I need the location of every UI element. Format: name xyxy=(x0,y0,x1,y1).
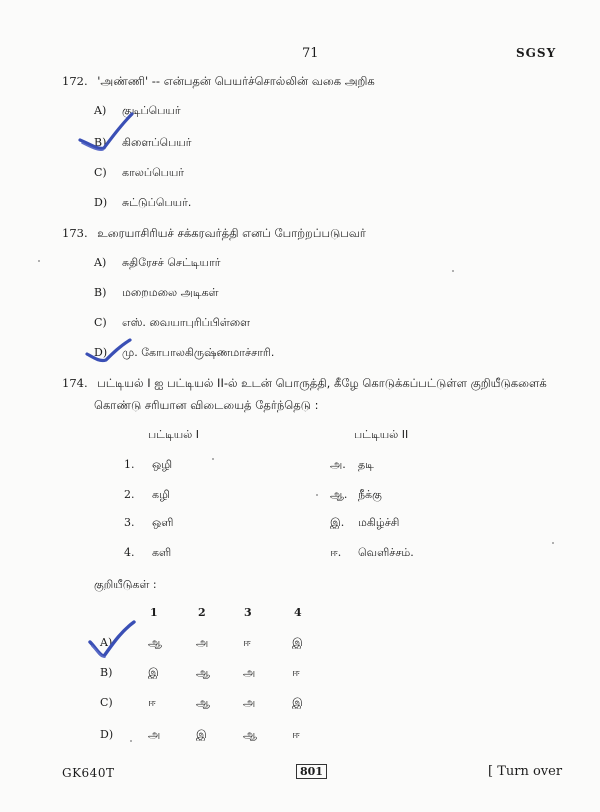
question-text-line2: கொண்டு சரியான விடையைத் தேர்ந்தெடு : xyxy=(94,398,319,412)
option-letter: B) xyxy=(94,136,107,149)
code-cell: இ xyxy=(292,636,303,649)
option-b[interactable] xyxy=(94,286,219,301)
turn-over-note: [ Turn over xyxy=(488,764,563,779)
code-cell: அ xyxy=(243,666,256,679)
code-cell: ஈ xyxy=(292,666,300,679)
list1-text: கழி xyxy=(152,488,170,501)
code-cell: இ xyxy=(292,696,303,709)
option-text: குடிப்பெயர் xyxy=(122,104,181,117)
scan-speck xyxy=(38,260,40,262)
option-d[interactable] xyxy=(94,346,274,361)
list1-header xyxy=(148,428,199,443)
option-letter: B) xyxy=(94,286,107,299)
scan-speck xyxy=(130,740,132,742)
code-row-b[interactable] xyxy=(0,666,600,680)
code-cell: அ xyxy=(148,728,161,741)
code-cell: ஈ xyxy=(243,636,251,649)
list2-letter: அ. xyxy=(330,458,346,471)
list2-item xyxy=(330,546,414,561)
option-letter: D) xyxy=(94,196,108,209)
code-row-a[interactable] xyxy=(0,636,600,650)
code-row-letter: C) xyxy=(100,696,113,709)
code-cell: அ xyxy=(243,696,256,709)
series-code: SGSY xyxy=(516,46,557,60)
option-d[interactable] xyxy=(94,196,191,211)
code-row-letter: B) xyxy=(100,666,113,679)
list1-item xyxy=(124,516,173,531)
option-a[interactable] xyxy=(94,104,181,119)
scan-speck xyxy=(552,542,554,544)
list2-text: மகிழ்ச்சி xyxy=(358,516,400,529)
option-letter: D) xyxy=(94,346,108,359)
code-cell: ஆ xyxy=(243,728,257,741)
list2-item xyxy=(330,516,399,531)
list2-letter: ஈ. xyxy=(330,546,342,559)
list1-number: 1. xyxy=(124,458,135,471)
code-row-d[interactable] xyxy=(0,728,600,742)
code-column-4: 4 xyxy=(294,606,302,619)
list2-header xyxy=(354,428,408,443)
question-number: 174. xyxy=(62,376,88,390)
question-text: 'அண்ணி' -- என்பதன் பெயர்ச்சொல்லின் வகை அறிக xyxy=(97,74,375,88)
list2-text: நீக்கு xyxy=(358,488,382,501)
option-c[interactable] xyxy=(94,316,250,331)
list1-text: களி xyxy=(152,546,172,559)
option-letter: A) xyxy=(94,256,107,269)
list2-text: வெளிச்சம். xyxy=(358,546,414,559)
list1-number: 2. xyxy=(124,488,135,501)
page-number: 71 xyxy=(302,46,319,61)
option-text: மறைமலை அடிகள் xyxy=(122,286,219,299)
list1-item xyxy=(124,546,171,561)
option-c[interactable] xyxy=(94,166,184,181)
list2-header-text: பட்டியல் II xyxy=(354,428,409,441)
code-row-letter: A) xyxy=(100,636,113,649)
question-text-line1: பட்டியல் I ஐ பட்டியல் II-ல் உடன் பொருத்தி, கீழே கொடுக்கப்பட்டுள்ள குறியீடுகளைக் xyxy=(97,376,547,390)
question-text: உரையாசிரியச் சக்கரவர்த்தி எனப் போற்றப்படுபவர் xyxy=(97,226,366,240)
code-cell: ஈ xyxy=(148,696,156,709)
code-cell: இ xyxy=(196,728,207,741)
code-cell: ஆ xyxy=(148,636,162,649)
list1-text: ஒளி xyxy=(152,516,174,529)
codes-label: குறியீடுகள் : xyxy=(94,578,157,591)
list1-number: 3. xyxy=(124,516,135,529)
list1-text: ஒழி xyxy=(152,458,173,471)
sheet-number: 801 xyxy=(296,764,327,779)
question-174 xyxy=(62,376,547,392)
option-text: எஸ். வையாபுரிப்பிள்ளை xyxy=(122,316,251,329)
option-letter: C) xyxy=(94,316,107,329)
code-cell: ஆ xyxy=(196,696,210,709)
option-text: மு. கோபாலகிருஷ்ணமாச்சாரி. xyxy=(122,346,275,359)
list2-letter: ஆ. xyxy=(330,488,348,501)
list1-item xyxy=(124,488,170,503)
question-172 xyxy=(62,74,375,90)
list1-number: 4. xyxy=(124,546,135,559)
scan-speck xyxy=(212,458,214,460)
booklet-code: GK640T xyxy=(62,766,115,780)
list2-letter: இ. xyxy=(330,516,345,529)
option-text: சுதிரேசச் செட்டியார் xyxy=(122,256,221,269)
code-column-1: 1 xyxy=(150,606,158,619)
question-number: 172. xyxy=(62,74,88,88)
list2-text: தடி xyxy=(358,458,374,471)
option-text: காலப்பெயர் xyxy=(122,166,185,179)
list2-item xyxy=(330,488,382,503)
scan-speck xyxy=(452,270,454,272)
code-column-headers xyxy=(0,606,600,620)
list1-header-text: பட்டியல் I xyxy=(148,428,199,441)
code-cell: ஆ xyxy=(196,666,210,679)
option-a[interactable] xyxy=(94,256,220,271)
code-cell: இ xyxy=(148,666,159,679)
question-number: 173. xyxy=(62,226,88,240)
option-b[interactable] xyxy=(94,136,191,151)
option-text: சுட்டுப்பெயர். xyxy=(122,196,192,209)
option-letter: A) xyxy=(94,104,107,117)
code-row-letter: D) xyxy=(100,728,114,741)
code-row-c[interactable] xyxy=(0,696,600,710)
list2-item xyxy=(330,458,374,473)
list1-item xyxy=(124,458,172,473)
code-column-3: 3 xyxy=(244,606,252,619)
question-173 xyxy=(62,226,366,242)
code-column-2: 2 xyxy=(198,606,206,619)
option-text: கிளைப்பெயர் xyxy=(122,136,192,149)
scan-speck xyxy=(316,494,318,496)
code-cell: ஈ xyxy=(292,728,300,741)
option-letter: C) xyxy=(94,166,107,179)
code-cell: அ xyxy=(196,636,209,649)
